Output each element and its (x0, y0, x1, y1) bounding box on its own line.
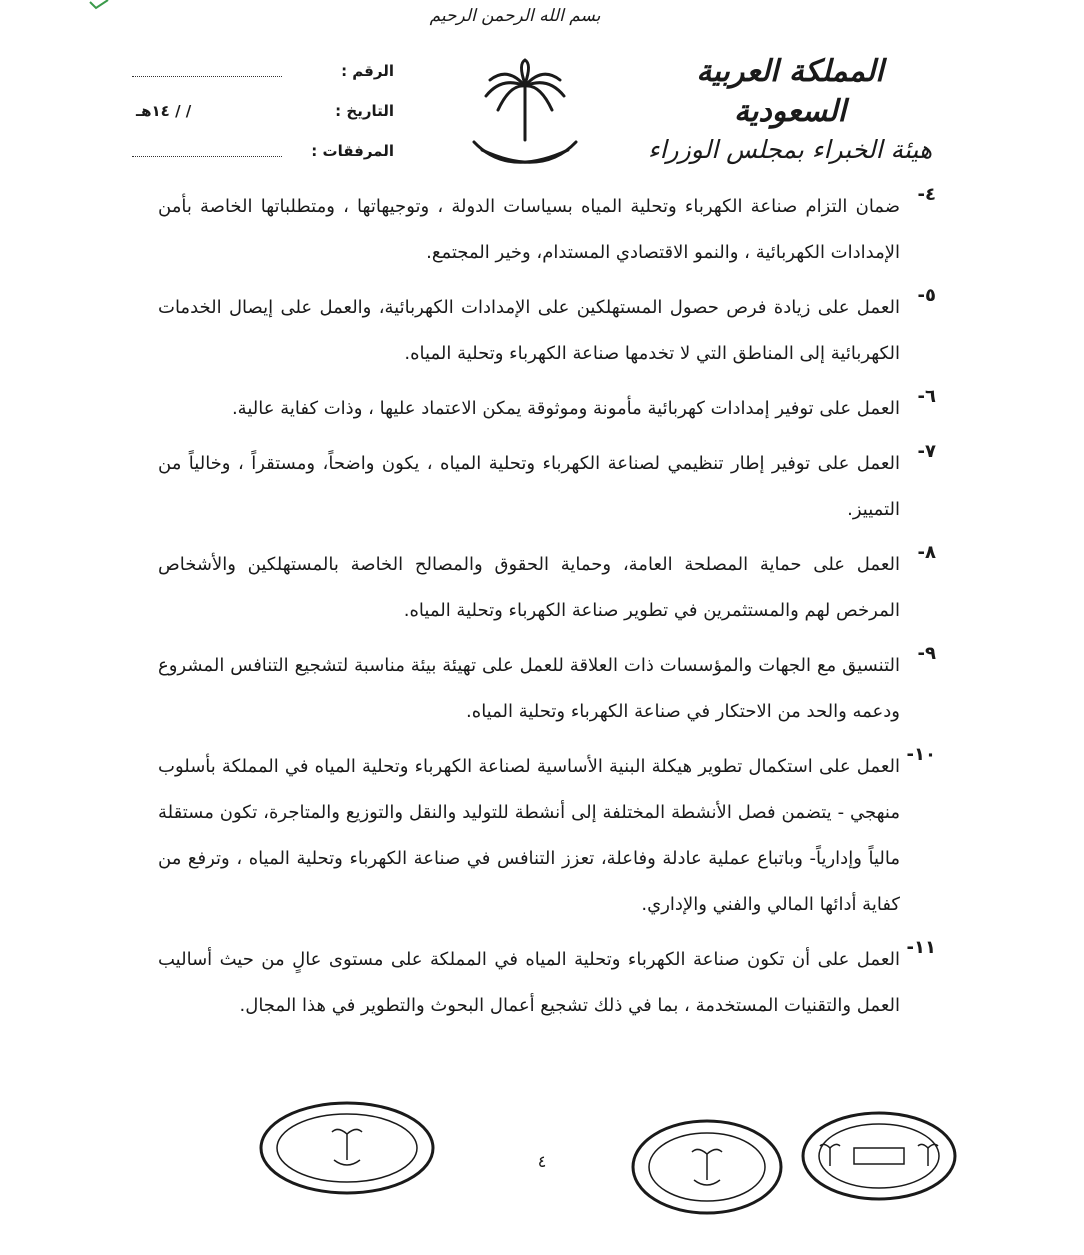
item-number: ١٠- (906, 744, 936, 765)
list-item (158, 285, 936, 377)
item-number: ٤- (917, 184, 936, 205)
document-meta-fields (132, 62, 394, 182)
item-text: العمل على حماية المصلحة العامة، وحماية الحقوق والمصالح الخاصة بالمستهلكين والأشخاص المرخص لهم والمستثمرين في تطوير صناعة الكهرباء وتحلية المياه. (158, 554, 900, 621)
letterhead-title (640, 52, 940, 168)
item-number: ١١- (906, 937, 936, 958)
basmala: بسم الله الرحمن الرحيم (429, 6, 601, 26)
date-label: التاريخ : (335, 102, 394, 120)
item-text: ضمان التزام صناعة الكهرباء وتحلية المياه بسياسات الدولة ، وتوجيهاتها ، ومتطلباتها الخاصة بأمن الإمدادات الكهربائية ، والنمو الاقتصادي المستدام، وخير المجتمع. (158, 196, 900, 263)
list-item (158, 184, 936, 276)
attachments-row (132, 142, 394, 182)
item-text: التنسيق مع الجهات والمؤسسات ذات العلاقة للعمل على تهيئة بيئة مناسبة لتشجيع التنافس المشروع ودعمه والحد من الاحتكار في صناعة الكهرباء وتحلية المياه. (158, 655, 900, 722)
authority-oval-stamp (258, 1100, 436, 1196)
list-item (158, 542, 936, 634)
item-text: العمل على توفير إمدادات كهربائية مأمونة وموثوقة يمكن الاعتماد عليها ، وذات كفاية عالية. (231, 398, 900, 419)
item-number: ٦- (917, 386, 936, 407)
date-row (132, 102, 394, 142)
item-number: ٥- (917, 285, 936, 306)
item-text: العمل على زيادة فرص حصول المستهلكين على الإمدادات الكهربائية، والعمل على إيصال الخدمات الكهربائية إلى المناطق التي لا تخدمها صناعة الكهرباء وتحلية المياه. (158, 297, 900, 364)
list-item (158, 643, 936, 735)
list-item (158, 744, 936, 928)
page-number: ٤ (537, 1152, 547, 1171)
numbered-list (158, 184, 936, 1038)
item-number: ٨- (917, 542, 936, 563)
item-number: ٧- (917, 441, 936, 462)
authority-name: هيئة الخبراء بمجلس الوزراء (647, 135, 933, 164)
palm-swords-emblem-icon (468, 58, 582, 176)
item-number: ٩- (917, 643, 936, 664)
attachments-label: المرفقات : (311, 142, 394, 160)
attachments-field (132, 156, 282, 157)
list-item (158, 386, 936, 432)
item-text: العمل على أن تكون صناعة الكهرباء وتحلية المياه في المملكة على مستوى عالٍ من حيث أساليب العمل والتقنيات المستخدمة ، بما في ذلك تشجيع أعمال البحوث والتطوير في هذا المجال. (158, 949, 900, 1016)
reference-row (132, 62, 394, 102)
corner-checkmark-icon (88, 0, 110, 10)
kingdom-name: المملكة العربية السعودية (696, 54, 884, 129)
item-text: العمل على استكمال تطوير هيكلة البنية الأساسية لصناعة الكهرباء وتحلية المياه في المملكة بأسلوب منهجي - يتضمن فصل الأنشطة المختلفة إلى أنشطة للتوليد والنقل والتوزيع والمتاجرة، تكون مستقلة مالياً وإدارياً- وباتباع عملية عادلة وفاعلة، تعزز التنافس في صناعة الكهرباء وتحلية المياه ، وترفع من كفاية أدائها المالي والفني والإداري. (158, 756, 900, 915)
item-text: العمل على توفير إطار تنظيمي لصناعة الكهرباء وتحلية المياه ، يكون واضحاً، ومستقراً ، وخالياً من التمييز. (158, 453, 900, 520)
list-item (158, 441, 936, 533)
date-value: / / ١٤هـ (136, 102, 192, 120)
reference-label: الرقم : (341, 62, 394, 80)
reference-field (132, 76, 282, 77)
list-item (158, 937, 936, 1029)
